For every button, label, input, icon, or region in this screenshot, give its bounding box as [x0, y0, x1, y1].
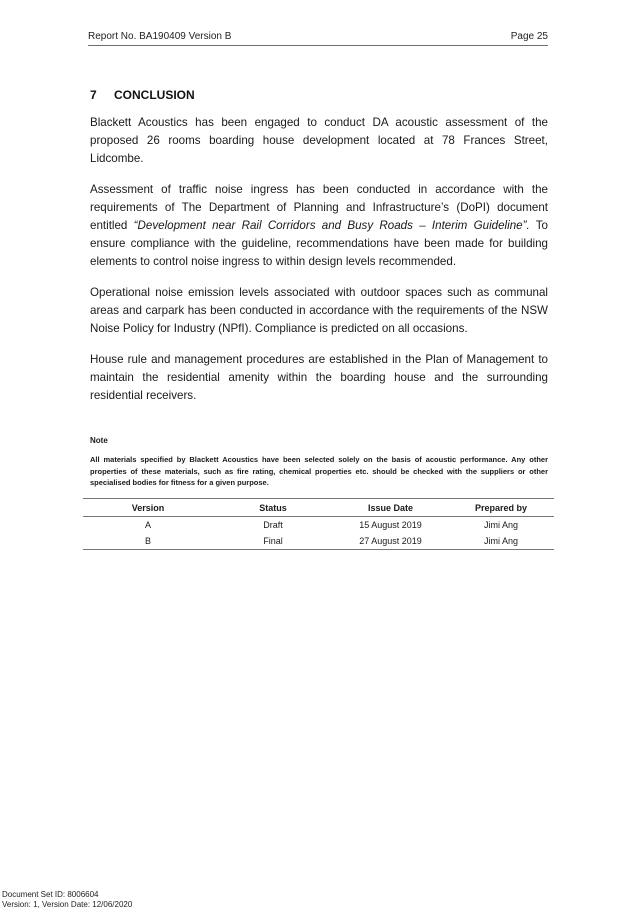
- table-row: [83, 517, 554, 534]
- document-version: Version: 1, Version Date: 12/06/2020: [2, 900, 133, 909]
- note-text: All materials specified by Blackett Acoustics have been selected solely on the basis of acoustic performance. Any other properties of these materials, such as fire rating, chemical properties etc. should be checked with the suppliers or other specialised bodies for fitness for a given purpose.: [90, 455, 548, 487]
- page-content: [90, 86, 548, 489]
- column-header-prepared-by: Prepared by: [448, 499, 554, 517]
- report-number: Report No. BA190409 Version B: [88, 31, 232, 42]
- section-heading: [90, 86, 548, 104]
- guideline-title: “Development near Rail Corridors and Busy Roads – Interim Guideline”.: [133, 219, 530, 232]
- paragraph-traffic-noise-start: Assessment of traffic noise ingress has been conducted in accordance with the requirements of The Department of Planning and Infrastructure’s (DoPI) document entitled: [90, 183, 548, 232]
- column-header-issue-date: Issue Date: [333, 499, 448, 517]
- note-title: Note: [90, 436, 108, 445]
- page-number: Page 25: [510, 31, 548, 42]
- prepared-by-cell: Jimi Ang: [483, 520, 518, 530]
- section-title: CONCLUSION: [114, 88, 195, 102]
- section-number: 7: [90, 88, 97, 102]
- status-cell: Draft: [263, 520, 283, 530]
- document-footer: [2, 890, 132, 910]
- issue-date-cell: 27 August 2019: [333, 533, 448, 550]
- version-table: [83, 498, 554, 550]
- version-cell: B: [83, 533, 213, 550]
- issue-date-cell: 15 August 2019: [359, 520, 422, 530]
- paragraph-traffic-noise: [90, 181, 548, 271]
- paragraph-traffic-noise-end: To ensure compliance with the guideline, recommendations have been made for building elements to control noise ingress to within design levels recommended.: [90, 219, 548, 268]
- column-header-status: Status: [213, 499, 333, 517]
- prepared-by-cell: Jimi Ang: [448, 533, 554, 550]
- table-row: [83, 533, 554, 550]
- status-cell: Final: [213, 533, 333, 550]
- paragraph-house-rules: House rule and management procedures are established in the Plan of Management to maintain the residential amenity within the boarding house and the surrounding residential receivers.: [90, 353, 548, 402]
- column-header-version: Version: [83, 499, 213, 517]
- page-header: [88, 30, 548, 46]
- document-set-id: Document Set ID: 8006604: [2, 890, 99, 899]
- version-cell: A: [144, 520, 151, 530]
- paragraph-engagement: Blackett Acoustics has been engaged to conduct DA acoustic assessment of the proposed 26 rooms boarding house development located at 78 Frances Street, Lidcombe.: [90, 116, 548, 165]
- table-header-row: [83, 499, 554, 517]
- paragraph-operational-noise: Operational noise emission levels associated with outdoor spaces such as communal areas and carpark has been conducted in accordance with the requirements of the NSW Noise Policy for Industry (NPfI). Compliance is predicted on all occasions.: [90, 286, 548, 335]
